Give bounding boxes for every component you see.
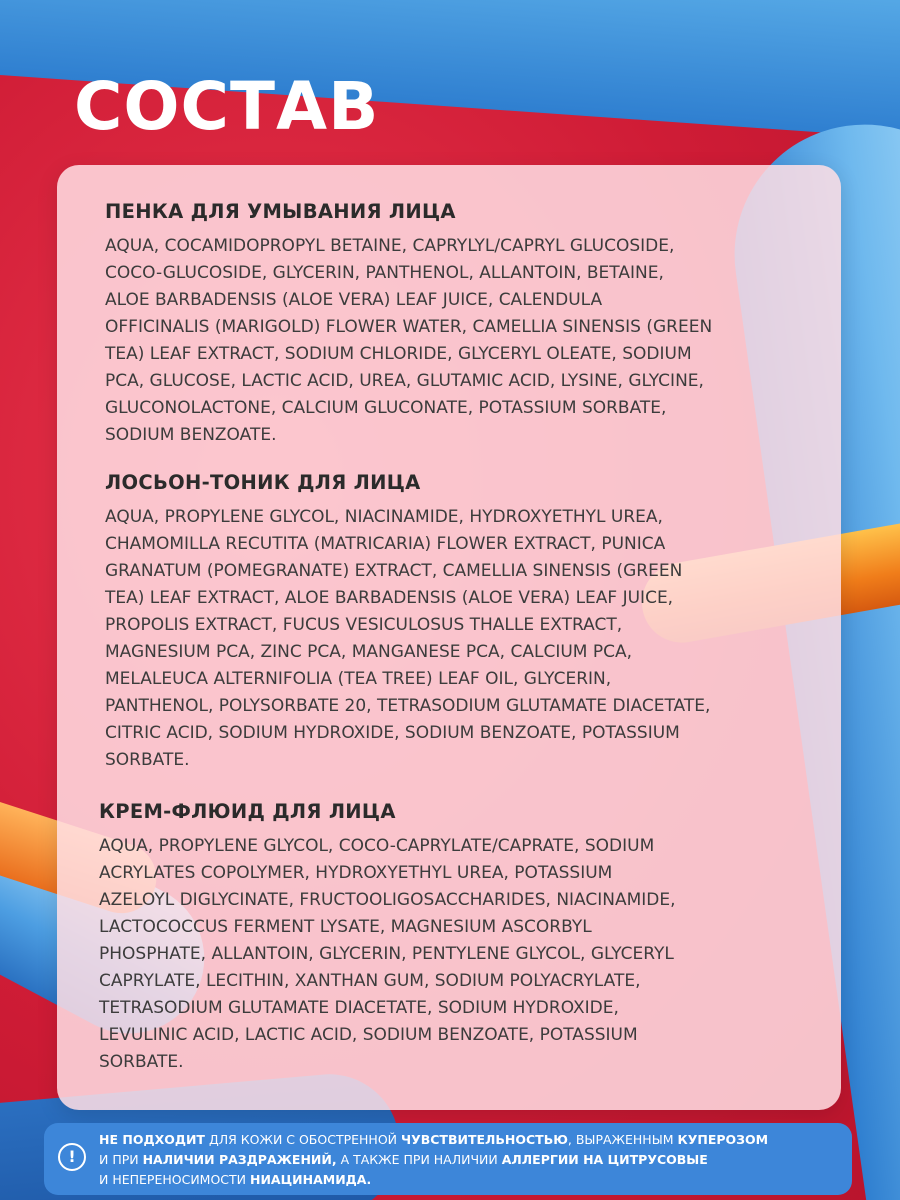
ingredients-card <box>57 165 841 1110</box>
section-cream <box>99 800 801 1076</box>
warning-banner <box>44 1123 852 1195</box>
ingredients-text: AQUA, COCAMIDOPROPYL BETAINE, CAPRYLYL/CAPRYL GLUCOSIDE, COCO-GLUCOSIDE, GLYCERIN, PANTHENOL, ALLANTOIN, BETAINE, ALOE BARBADENSIS (ALOE VERA) LEAF JUICE, CALENDULA OFFICINALIS (MARIGOLD) FLOWER WATER, CAMELLIA SINENSIS (GREEN TEA) LEAF EXTRACT, SODIUM CHLORIDE, GLYCERYL OLEATE, SODIUM PCA, GLUCOSE, LACTIC ACID, UREA, GLUTAMIC ACID, LYSINE, GLYCINE, GLUCONOLACTONE, CALCIUM GLUCONATE, POTASSIUM SORBATE, SODIUM BENZOATE. <box>105 236 713 445</box>
ingredients-text: AQUA, PROPYLENE GLYCOL, COCO-CAPRYLATE/CAPRATE, SODIUM ACRYLATES COPOLYMER, HYDROXYETHYL UREA, POTASSIUM AZELOYL DIGLYCINATE, FRUCTOOLIGOSACCHARIDES, NIACINAMIDE, LACTOCOCCUS FERMENT LYSATE, MAGNESIUM ASCORBYL PHOSPHATE, ALLANTOIN, GLYCERIN, PENTYLENE GLYCOL, GLYCERYL CAPRYLATE, LECITHIN, XANTHAN GUM, SODIUM POLYACRYLATE, TETRASODIUM GLUTAMATE DIACETATE, SODIUM HYDROXIDE, LEVULINIC ACID, LACTIC ACID, SODIUM BENZOATE, POTASSIUM SORBATE. <box>99 836 676 1072</box>
section-foam <box>105 200 801 449</box>
ingredients-text: AQUA, PROPYLENE GLYCOL, NIACINAMIDE, HYDROXYETHYL UREA, CHAMOMILLA RECUTITA (MATRICARIA) FLOWER EXTRACT, PUNICA GRANATUM (POMEGRANATE) EXTRACT, CAMELLIA SINENSIS (GREEN TEA) LEAF EXTRACT, ALOE BARBADENSIS (ALOE VERA) LEAF JUICE, PROPOLIS EXTRACT, FUCUS VESICULOSUS THALLE EXTRACT, MAGNESIUM PCA, ZINC PCA, MANGANESE PCA, CALCIUM PCA, MELALEUCA ALTERNIFOLIA (TEA TREE) LEAF OIL, GLYCERIN, PANTHENOL, POLYSORBATE 20, TETRASODIUM GLUTAMATE DIACETATE, CITRIC ACID, SODIUM HYDROXIDE, SODIUM BENZOATE, POTASSIUM SORBATE. <box>105 507 711 770</box>
page-title: СОСТАВ <box>74 68 380 145</box>
section-heading: ЛОСЬОН-ТОНИК ДЛЯ ЛИЦА <box>105 471 421 494</box>
warning-text: НЕ ПОДХОДИТ ДЛЯ КОЖИ С ОБОСТРЕННОЙ ЧУВСТВИТЕЛЬНОСТЬЮ, ВЫРАЖЕННЫМ КУПЕРОЗОМ И ПРИ НАЛИЧИИ РАЗДРАЖЕНИЙ, А ТАКЖЕ ПРИ НАЛИЧИИ АЛЛЕРГИИ НА ЦИТРУСОВЫЕ И НЕПЕРЕНОСИМОСТИ НИАЦИНАМИДА. <box>99 1132 769 1187</box>
section-lotion <box>105 471 801 774</box>
section-heading: КРЕМ-ФЛЮИД ДЛЯ ЛИЦА <box>99 800 396 823</box>
section-heading: ПЕНКА ДЛЯ УМЫВАНИЯ ЛИЦА <box>105 200 456 223</box>
exclamation-icon: ! <box>58 1143 86 1171</box>
